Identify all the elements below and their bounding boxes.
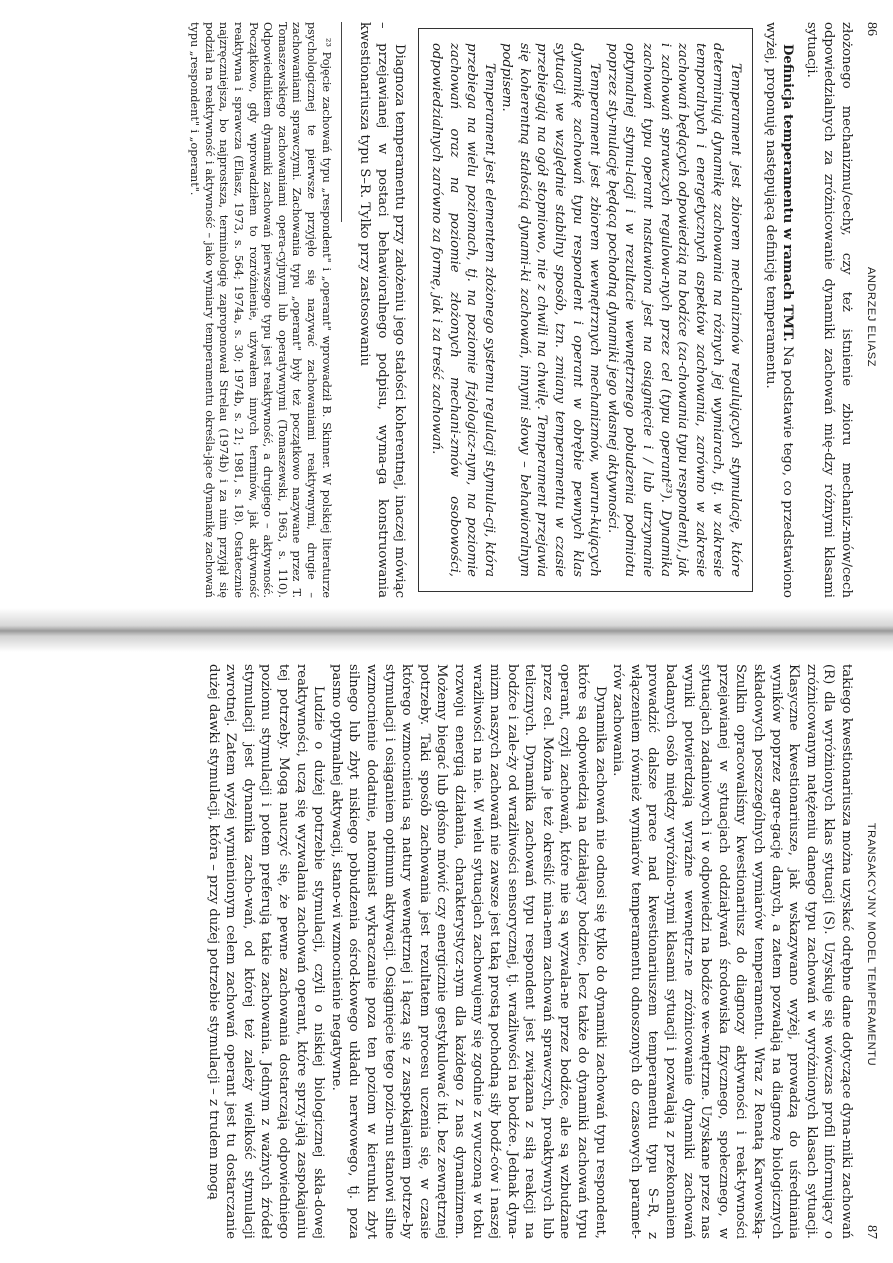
definition-paragraph-1: Temperament jest zbiorem mechanizmów regulujących stymulację, które determinują dynamikę zachowania na różnych jej wymiarach, tj. w zakresie temporalnych i energetycznych aspektów zachowania, zarówno w zakresie zachowań będących odpowiedzią na bodźce (za-chowania typu respondent), jak i zachowań sprawczych regulowa-nych przez cel (typu operant²³). Dynamika zachowań typu operant nastawiona jest na osiągnięcie i / lub utrzymanie optymalnej stymu-lacji i w rezultacie wewnętrznego pobudzenia podmiotu poprzez sty-mulację będącą pochodną dynamiki jego własnej aktywności. (604, 43, 744, 577)
definition-box (418, 28, 753, 592)
after-box-paragraph: Diagnoza temperamentu przy założeniu jego stałości koherentnej, inaczej mówiąc – przejawianej w postaci behawioralnego podpisu, wyma-ga konstruowania kwestionariusza typu S–R. Tylko przy zastosowaniu (357, 22, 408, 598)
page-number-left: 86 (864, 22, 879, 36)
right-paragraph-1: takiego kwestionariusza można uzyskać odrębne dane dotyczące dyna-miki zachowań (R) dla wyróżnionych klas sytuacji (S). Uzyskuje się wówczas profil informujący o zróżnicowanym natężeniu danego typu zachowań w wyróżnionych klasach sytuacji. Klasyczne kwestionariusze, jak wskazywano wyżej, prowadzą do uśredniania wyników poprzez agre-gację danych, a zatem pozwalają na diagnozę biologicznych składowych poszczególnych wymiarów temperamentu. Wraz z Renatą Karwowską-Szulkin opracowaliśmy kwestionariusz do diagnozy aktywności i reak-tywności przejawianej w sytuacjach oddziaływań środowiska fizycznego, społecznego, w sytuacjach zadaniowych i w odpowiedzi na bodźce we-wnętrzne. Uzyskane przez nas wyniki potwierdzają wyraźne wewnętrz-ne zróżnicowanie dynamiki zachowań badanych osób między wyróżnio-nymi klasami sytuacji i pozwalają z przekonaniem prowadzić dalsze prace nad kwestionariuszem temperamentu typu S–R, z włączeniem również wymiarów temperamentu odnoszonych do czasowych paramet-rów zachowania. (610, 664, 854, 1239)
footnote-divider (341, 22, 342, 222)
definition-paragraph-3: Temperament jest elementem złożonego systemu regulacji stymula-cji, która przebiega na wielu poziomach, tj. na poziomie fizjologicz-nym, na poziomie zachowań oraz na poziomie złożonych mechani-zmów osobowości, odpowiedzialnych zarówno za formę, jak i za treść zachowań. (428, 43, 497, 577)
definition-paragraph-2: Temperament jest zbiorem wewnętrznych mechanizmów, warun-kujących dynamikę zachowań typu respondent i operant w obrębie pewnych klas sytuacji we względnie stabilny sposób, tzn. zmiany temperamentu w czasie przebiegają na ogół stopniowo, nie z chwili na chwilę. Temperament przejawia się koherentną stałością dynami-ki zachowań, innymi słowy – behawioralnym podpisem. (499, 43, 603, 577)
section-title: Definicja temperamentu w ramach TMT. (780, 44, 796, 342)
running-head-right (863, 664, 879, 1239)
running-head-left (863, 22, 879, 598)
left-page (0, 0, 893, 620)
right-page (0, 640, 893, 1263)
footnote-text: ²³ Pojęcie zachowań typu „respondent" i „operant" wprowadził B. Skinner. W polskiej literaturze psychologicznej te pierwsze przyjęło się nazywać zachowaniami reaktywnymi, drugie – zachowaniami sprawczymi. Zachowania typu „operant" były też początkowo nazywane przez T. Tomaszewskiego zachowaniami opera-cyjnymi lub operatywnymi (Tomaszewski, 1963, s. 110). Odpowiednikiem dynamiki zachowań pierwszego typu jest reaktywność, a drugiego – aktywność. Początkowo, gdy wprowadziłem to rozróżnienie, używałem innych terminów, jak aktywność reaktywna i sprawcza (Eliasz, 1973, s. 564; 1974a, s. 30; 1974b, s. 21; 1981, s. 18). Ostatecznie najzręczniejsza, bo najprostsza, terminologię zaproponował Strelau (1974b) i za nim przyjął się podział na reaktywność i aktywność – jako wymiary temperamentu określa-jące dynamikę zachowań typu „respondent" i „operant". (188, 22, 333, 598)
running-head-title: TRANSAKCYJNY MODEL TEMPERAMENTU (865, 822, 877, 1067)
right-paragraph-2: Dynamika zachowań nie odnosi się tylko do dynamiki zachowań typu respondent, które są odpowiedzią na działający bodziec, lecz także do dynamiki zachowań typu operant, czyli zachowań, które nie są wyzwala-ne przez bodźce, ale są wzbudzane przez cel. Można je też określić mia-nem zachowań sprawczych, proaktywnych lub telicznych. Dynamika zachowań typu respondent jest związana z siłą reakcji na bodźce i zale-ży od wrażliwości sensorycznej, tj. wrażliwości na bodźce. Jednak dyna-mizm naszych zachowań nie zawsze jest taką prostą pochodną siły bodź-ców i naszej wrażliwości na nie. W wielu sytuacjach zachowujemy się zgodnie z wyuczoną w toku rozwoju energią działania, charakterystycz-nym dla każdego z nas dynamizmem. Możemy biegać lub głośno mówić czy energicznie gestykulować itd. bez zewnętrznej potrzeby. Taki sposób zachowania jest rezultatem procesu uczenia się, w czasie którego wzmocnienia są natury wewnętrznej i łączą się z zaspokajaniem potrze-by stymulacji i osiąganiem optimum aktywacji. Osiągnięcie tego pozio-mu stanowi silne wzmocnienie dodatnie, natomiast wykraczanie poza ten poziom w kierunku zbyt silnego lub zbyt niskiego pobudzenia ośrod-kowego układu nerwowego, tj. poza pasmo optymalnej aktywacji, stano-wi wzmocnienie negatywne. (328, 664, 608, 1239)
right-paragraph-3: Ludzie o dużej potrzebie stymulacji, czyli o niskiej biologicznej skła-dowej reaktywności, uczą się wyzwalania zachowań operant, które sprzy-jają zaspokajaniu tej potrzeby. Mogą nauczyć się, że pewne zachowania dostarczają odpowiedniego poziomu stymulacji i potem preferują takie zachowania. Jednym z ważnych źródeł stymulacji jest dynamika zacho-wań, od której też zależy wielkość stymulacji zwrotnej. Zatem wyżej wymienionym celem zachowań operant jest tu dostarczanie dużej dawki stymulacji, która – przy dużej potrzebie stymulacji – z trudem mogą (205, 664, 327, 1239)
intro-paragraph: złożonego mechanizmu/cechy, czy też istnienie zbioru mechaniz-mów/cech odpowiedzialnych za zróżnicowanie dynamiki zachowań mię-dzy różnymi klasami sytuacji. (803, 22, 854, 598)
running-head-author: ANDRZEJ ELIASZ (865, 266, 877, 368)
page-number-right: 87 (864, 1224, 879, 1239)
footnote (187, 22, 333, 598)
definition-section-paragraph (761, 22, 796, 598)
section-text: Na podstawie tego, co przedstawiono wyżej, proponuję następującą definicję temperamentu. (762, 22, 796, 598)
